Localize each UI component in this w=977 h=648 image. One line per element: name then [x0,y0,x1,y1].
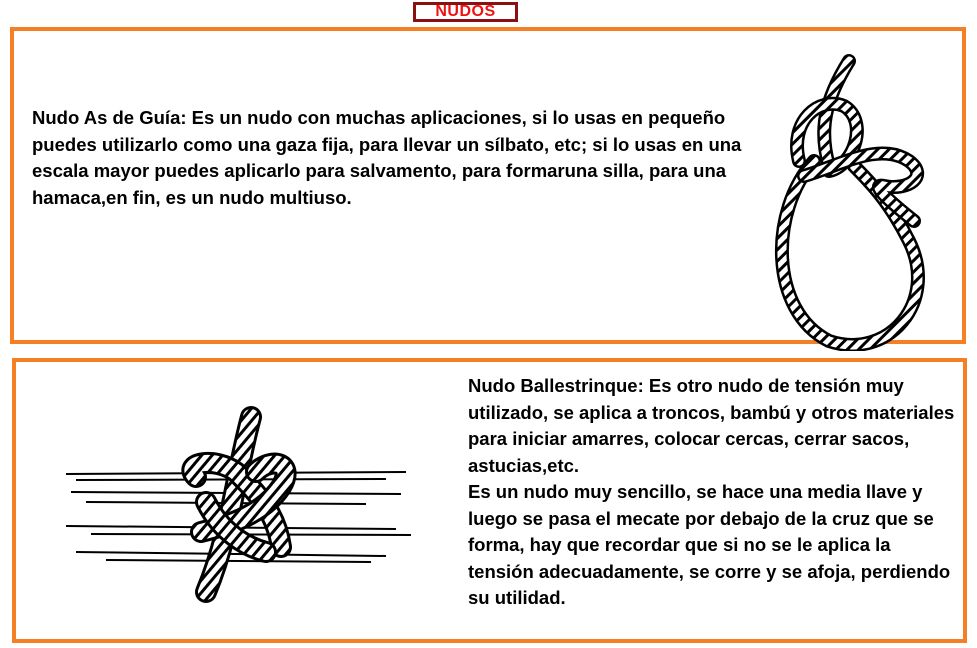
bowline-panel [10,27,966,344]
page-title-box [413,2,518,22]
clove-hitch-description [468,373,960,612]
clove-hitch-paragraph-2: Es un nudo muy sencillo, se hace una media llave y luego se pasa el mecate por debajo de la cruz que se forma, hay que recordar que si no se le aplica la tensión adecuadamente, se corre y se afoja, perdiendo su utilidad. [468,481,951,608]
bowline-knot-illustration [759,51,939,351]
clove-hitch-knot-illustration [46,402,426,612]
page-title: NUDOS [435,3,496,20]
clove-hitch-paragraph-1: Nudo Ballestrinque: Es otro nudo de tensión muy utilizado, se aplica a troncos, bambú y otros materiales para iniciar amarres, colocar cercas, cerrar sacos, astucias,etc. [468,375,955,476]
bowline-description: Nudo As de Guía: Es un nudo con muchas aplicaciones, si lo usas en pequeño puedes utilizarlo como una gaza fija, para llevar un sílbato, etc; si lo usas en una escala mayor puedes aplicarlo para salvamento, para formaruna silla, para una hamaca,en fin, es un nudo multiuso. [32,107,742,208]
clove-hitch-panel [12,358,967,643]
